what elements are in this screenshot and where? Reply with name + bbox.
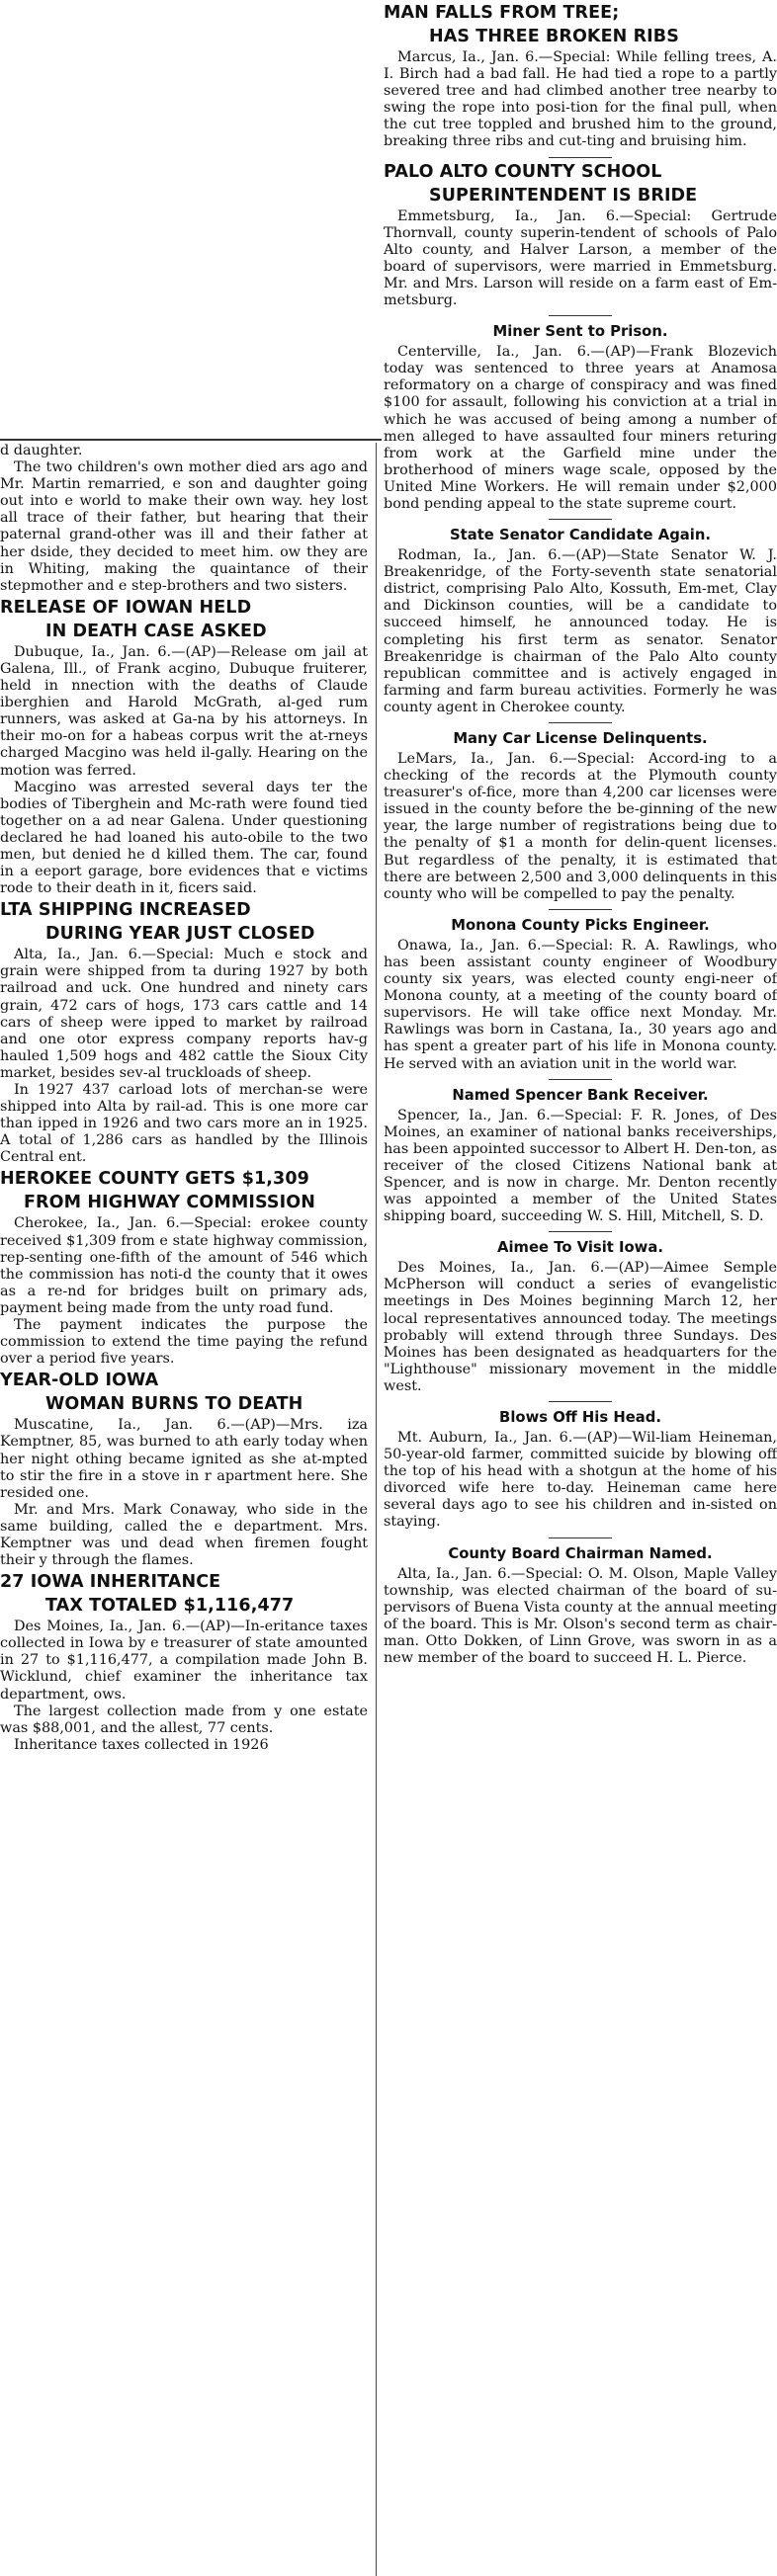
brief-title: Aimee To Visit Iowa. bbox=[497, 1239, 663, 1257]
subheadline: DURING YEAR JUST CLOSED bbox=[45, 924, 315, 945]
brief-miner-prison bbox=[384, 322, 777, 513]
paragraph: Macgino was arrested several days ter the bodies of Tiberghein and Mc-rath were found tied together on a ad near Galena. Under questioning declared he had loaned his auto-obile to the two men, but denied he d killed them. The car, found in a eeport garage, bore evidences that e victims rode to their death in it, ficers said. bbox=[0, 779, 368, 897]
paragraph: Inheritance taxes collected in 1926 bbox=[14, 1736, 269, 1753]
brief-state-senator bbox=[384, 526, 777, 716]
brief-text: Centerville, Ia., Jan. 6.—(AP)—Frank Blozevich today was sentenced to three years at Anamosa reformatory on a charge of conspiracy and was fined $100 for assault, following his conviction at a trial in which he was accused of being among a number of men alleged to have assaulted four miners returing from work at the Garfield mine under the brotherhood of miners wage scale, opposed by the United Mine Workers. He will remain under $2,000 bond pending appeal to the state supreme court. bbox=[384, 344, 777, 512]
brief-title: State Senator Candidate Again. bbox=[449, 527, 711, 544]
brief-monona-engineer bbox=[384, 916, 777, 1073]
headline: YEAR-OLD IOWA bbox=[0, 1371, 159, 1391]
brief-title: Named Spencer Bank Receiver. bbox=[452, 1086, 709, 1104]
paragraph: The payment indicates the purpose the commission to extend the time paying the refund over a period five years. bbox=[0, 1317, 368, 1368]
paragraph: Mr. and Mrs. Mark Conaway, who side in the same building, called the e department. Mrs. Kemptner was und dead when firemen fought their y through the flames. bbox=[0, 1501, 368, 1569]
divider-rule bbox=[549, 1401, 612, 1402]
paragraph: In 1927 437 carload lots of merchan-se were shipped into Alta by rail-ad. This is one more car than ipped in 1926 and two cars more an in 1925. A total of 1,286 cars as handled by the Illinois Central ent. bbox=[0, 1082, 368, 1166]
intro-paragraph: The two children's own mother died ars ago and Mr. Martin remarried, e son and daughter going out into e world to make their own way. hey lost all trace of their father, but hearing that their paternal grand-other was ill and their father at her dside, they decided to meet him. ow they are in Whiting, making the quaintance of their stepmother and e step-brothers and two sisters. bbox=[0, 459, 368, 594]
article-woman-burns bbox=[0, 1371, 368, 1569]
brief-spencer-bank bbox=[384, 1086, 777, 1226]
divider-rule bbox=[549, 315, 612, 316]
brief-title: Blows Off His Head. bbox=[499, 1409, 661, 1426]
column-rule-horizontal bbox=[0, 439, 382, 441]
article-inheritance-tax bbox=[0, 1572, 368, 1754]
divider-rule bbox=[549, 1231, 612, 1232]
paragraph: Des Moines, Ia., Jan. 6.—(AP)—In-eritance taxes collected in Iowa by e treasurer of state amounted in 27 to $1,116,477, a compilation made John B. Wicklund, chief examiner the inheritance tax department, ows. bbox=[0, 1619, 368, 1703]
paragraph: Muscatine, Ia., Jan. 6.—(AP)—Mrs. iza Kemptner, 85, was burned to ath early today when her night othing became ignited as she at-mpted to stir the fire in a stove in r apartment here. She resided one. bbox=[0, 1417, 368, 1501]
subheadline: SUPERINTENDENT IS BRIDE bbox=[429, 185, 698, 206]
article-palo-alto-bride bbox=[384, 162, 777, 310]
headline: RELEASE OF IOWAN HELD bbox=[0, 597, 252, 618]
brief-blows-head bbox=[384, 1408, 777, 1532]
headline: HEROKEE COUNTY GETS $1,309 bbox=[0, 1169, 309, 1190]
brief-text: Onawa, Ia., Jan. 6.—Special: R. A. Rawlings, who has been assistant county engineer of Woodbury county six years, was elected county engi-neer of Monona county, at a meeting of the county board of supervisors. He will take office next Monday. Mr. Rawlings was born in Castana, Ia., 30 years ago and has spent a greater part of his life in Monona county. He served with an aviation unit in the world war. bbox=[384, 937, 777, 1072]
paragraph: The largest collection made from y one estate was $88,001, and the allest, 77 cents. bbox=[0, 1703, 368, 1736]
divider-rule bbox=[549, 722, 612, 723]
headline: PALO ALTO COUNTY SCHOOL bbox=[384, 161, 662, 182]
brief-title: Miner Sent to Prison. bbox=[492, 323, 668, 341]
divider-rule bbox=[549, 157, 612, 158]
divider-rule bbox=[549, 1079, 612, 1080]
subheadline: WOMAN BURNS TO DEATH bbox=[45, 1394, 303, 1415]
brief-county-board bbox=[384, 1544, 777, 1668]
paragraph: Cherokee, Ia., Jan. 6.—Special: erokee county received $1,309 from e state highway commission, rep-senting one-fifth of the amount of 546 which the commission has noti-d the county that it owes as a re-nd for bridges built on primary ads, payment being made from the unty road fund. bbox=[0, 1215, 368, 1316]
brief-text: Spencer, Ia., Jan. 6.—Special: F. R. Jones, of Des Moines, an examiner of national banks receiverships, has been appointed successor to Albert H. Den-ton, as receiver of the closed Citizens National bank at Spencer, and is now in charge. Mr. Denton recently was appointed a member of the United States shipping board, succeeding W. S. Hill, Mitchell, S. D. bbox=[384, 1107, 777, 1225]
blank-area bbox=[0, 0, 368, 435]
column-rule-vertical bbox=[376, 443, 377, 2576]
left-column bbox=[0, 443, 368, 1756]
article-man-falls bbox=[384, 3, 777, 151]
brief-text: LeMars, Ia., Jan. 6.—Special: Accord-ing to a checking of the records at the Plymouth county treasurer's of-fice, more than 4,200 car licenses were issued in the county before the be-ginning of the new year, the large number of registrations being due to the penalty of $1 a month for delin-quent licenses. But regardless of the penalty, it is estimated that there are between 2,500 and 3,000 delinquents in this county who will be compelled to pay the penalty. bbox=[384, 751, 777, 902]
right-column bbox=[384, 0, 777, 1669]
brief-aimee-visit bbox=[384, 1238, 777, 1395]
brief-text: Rodman, Ia., Jan. 6.—(AP)—State Senator W. J. Breakenridge, of the Forty-seventh state senatorial district, comprising Palo Alto, Kossuth, Em-met, Clay and Dickinson counties, will be a candidate to succeed himself, he announced today. He is completing his first term as senator. Senator Breakenridge is chairman of the Palo Alto county republican committee and is actively engaged in farming and farm bureau activities. Formerly he was county agent in Cherokee county. bbox=[384, 547, 777, 715]
brief-text: Alta, Ia., Jan. 6.—Special: O. M. Olson, Maple Valley township, was elected chairman of the board of su-pervisors of Buena Vista county at the annual meeting of the board. This is Mr. Olson's second term as chair-man. Otto Dokken, of Linn Grove, was sworn in as a new member of the board to succeed H. L. Pierce. bbox=[384, 1565, 777, 1667]
divider-rule bbox=[549, 519, 612, 520]
brief-title: Monona County Picks Engineer. bbox=[451, 916, 710, 934]
brief-car-license bbox=[384, 729, 777, 903]
brief-text: Des Moines, Ia., Jan. 6.—(AP)—Aimee Semple McPherson will conduct a series of evangelistic meetings in Des Moines beginning March 12, her local representatives announced today. The meetings probably will extend through three Sundays. Des Moines has been designated as headquarters for the "Lighthouse" missionary movement in the middle west. bbox=[384, 1260, 777, 1394]
subheadline: TAX TOTALED $1,116,477 bbox=[45, 1596, 295, 1617]
divider-rule bbox=[549, 909, 612, 910]
article-release-iowan bbox=[0, 598, 368, 897]
brief-title: Many Car License Delinquents. bbox=[453, 730, 708, 747]
paragraph: Dubuque, Ia., Jan. 6.—(AP)—Release om jail at Galena, Ill., of Frank acgino, Dubuque fruiterer, held in nnection with the deaths of Claude iberghien and Harold McGrath, al-ged rum runners, was asked at Ga-na by his attorneys. In their mo-on for a habeas corpus writ the at-rneys charged Macgino was held il-gally. Hearing on the motion was ferred. bbox=[0, 643, 368, 779]
headline: 27 IOWA INHERITANCE bbox=[0, 1572, 221, 1593]
headline: MAN FALLS FROM TREE; bbox=[384, 3, 620, 23]
article-cherokee-county bbox=[0, 1169, 368, 1368]
intro-fragment: d daughter. bbox=[0, 443, 83, 458]
brief-text: Mt. Auburn, Ia., Jan. 6.—(AP)—Wil-liam Heineman, 50-year-old farmer, committed suicide by blowing off the top of his head with a shotgun at the home of his divorced wife here to-day. Heineman came here several days ago to see his children and in-sisted on staying. bbox=[384, 1430, 777, 1531]
divider-rule bbox=[549, 1537, 612, 1538]
headline: LTA SHIPPING INCREASED bbox=[0, 900, 251, 921]
paragraph: Emmetsburg, Ia., Jan. 6.—Special: Gertrude Thornvall, county superin-tendent of schools of Palo Alto county, and Halver Larson, a member of the board of supervisors, were married in Emmetsburg. Mr. and Mrs. Larson will reside on a farm east of Em-metsburg. bbox=[384, 208, 777, 309]
subheadline: FROM HIGHWAY COMMISSION bbox=[24, 1193, 315, 1213]
subheadline: HAS THREE BROKEN RIBS bbox=[429, 27, 679, 46]
article-alta-shipping bbox=[0, 900, 368, 1166]
subheadline: IN DEATH CASE ASKED bbox=[45, 621, 267, 641]
paragraph: Alta, Ia., Jan. 6.—Special: Much e stock and grain were shipped from ta during 1927 by both railroad and uck. One hundred and ninety cars grain, 472 cars of hogs, 173 cars cattle and 14 cars of sheep were ipped to market by railroad and one otor express company reports hav-g hauled 1,509 hogs and 482 cattle the Sioux City market, besides sev-al truckloads of sheep. bbox=[0, 947, 368, 1081]
paragraph: Marcus, Ia., Jan. 6.—Special: While felling trees, A. I. Birch had a bad fall. He had tied a rope to a partly severed tree and had climbed another tree nearby to swing the rope into posi-tion for the final pull, when the cut tree toppled and brushed him to the ground, breaking three ribs and cut-ting and bruising him. bbox=[384, 49, 777, 150]
brief-title: County Board Chairman Named. bbox=[448, 1544, 713, 1562]
